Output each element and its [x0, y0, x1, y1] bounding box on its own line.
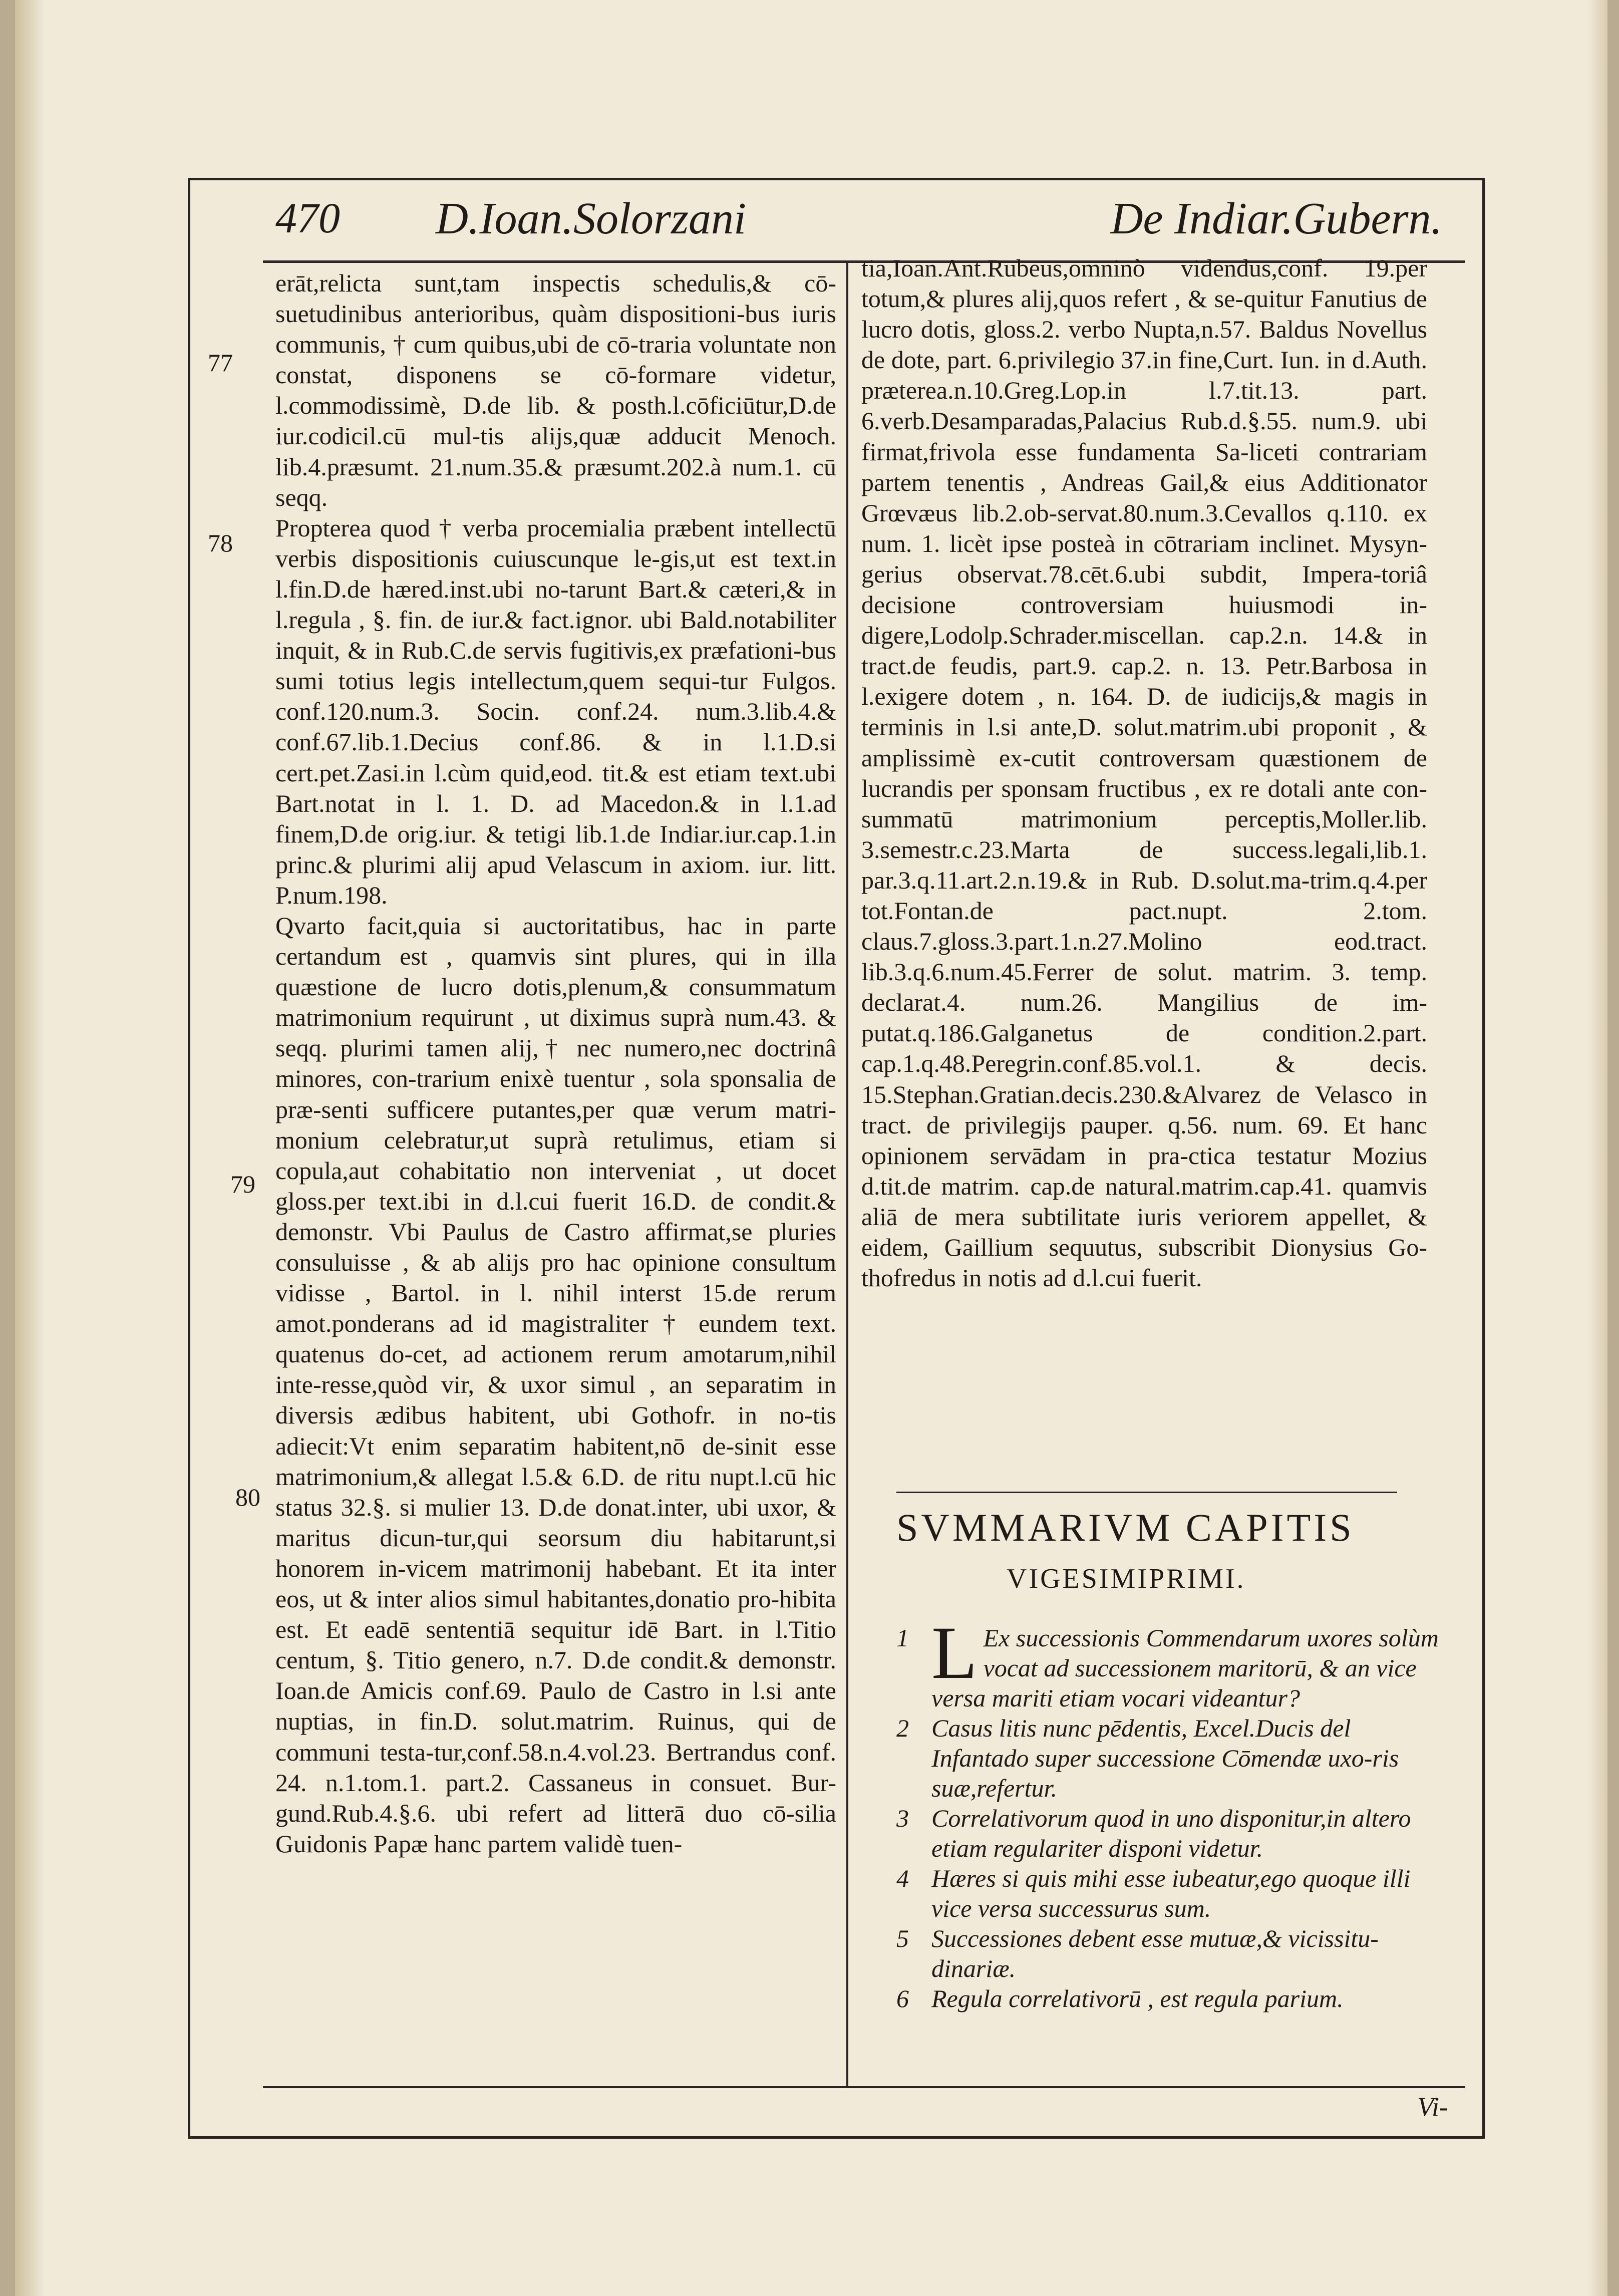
running-title: De Indiar.Gubern.	[1110, 194, 1442, 243]
summary-item-text: Casus litis nunc pēdentis, Excel.Ducis del Infantado super successione Cōmendæ uxo-ris suæ,refertur.	[931, 1714, 1399, 1802]
paragraph: tia,Ioan.Ant.Rubeus,omninò videndus,conf. 19.per totum,& plures alij,quos refert , & se-quitur Fanutius de lucro dotis, gloss.2. verbo Nupta,n.57. Baldus Novellus de dote, part. 6.privilegio 37.in fine,Curt. Iun. in d.Auth. præterea.n.10.Greg.Lop.in l.7.tit.13. part. 6.verb.Desamparadas,Palacius Rub.d.§.55. num.9. ubi firmat,frivola esse fundamenta Sa-liceti contrariam partem tenentis , Andreas Gail,& eius Additionator Grœvæus lib.2.ob-servat.80.num.3.Cevallos q.110. ex num. 1. licèt ipse posteà in cōtrariam inclinet. Mysyn-gerius observat.78.cēt.6.ubi subdit, Impera-toriâ decisione controversiam huiusmodi in-digere,Lodolp.Schrader.miscellan. cap.2.n. 14.& in tract.de feudis, part.9. cap.2. n. 13. Petr.Barbosa in l.exigere dotem , n. 164. D. de iudicijs,& magis in terminis in l.si ante,D. solut.matrim.ubi proponit , & amplissimè ex-cutit controversam quæstionem de lucrandis per sponsam fructibus , ex re dotali ante con-summatū matrimonium perceptis,Moller.lib. 3.semestr.c.23.Marta de success.legali,lib.1. par.3.q.11.art.2.n.19.& in Rub. D.solut.ma-trim.q.4.per tot.Fontan.de pact.nupt. 2.tom. claus.7.gloss.3.part.1.n.27.Molino eod.tract. lib.3.q.6.num.45.Ferrer de solut. matrim. 3. temp. declarat.4. num.26. Mangilius de im-putat.q.186.Galganetus de condition.2.part. cap.1.q.48.Peregrin.conf.85.vol.1. & decis. 15.Stephan.Gratian.decis.230.&Alvarez de Velasco in tract. de privilegijs pauper. q.56. num. 69. Et hanc opinionem servādam in pra-ctica testatur Mozius d.tit.de matrim. cap.de natural.matrim.cap.41. quamvis aliā de mera subtilitate iuris veriorem appellet, & eidem, Gaillium sequutus, subscribit Dionysius Go-thofredus in notis ad d.l.cui fuerit.	[861, 254, 1427, 1292]
paragraph: Qvarto facit,quia si auctoritatibus, hac in parte certandum est , quamvis sint plures, qui in illa quæstione de lucro dotis,plenum,& consummatum matrimonium requirunt , ut diximus suprà num.43. & seqq. plurimi tamen alij,† nec numero,nec doctrinâ minores, con-trarium enixè tuentur , sola sponsalia de præ-senti sufficere putantes,per quæ verum matri-monium celebratur,ut suprà retulimus, etiam si copula,aut cohabitatio non interveniat , ut docet gloss.per text.ibi in d.l.cui fuerit 16.D. de condit.& demonstr. Vbi Paulus de Castro affirmat,se pluries consuluisse , & ab alijs pro hac opinione consultum vidisse , Bartol. in l. nihil interst 15.de rerum amot.ponderans ad id magistraliter † eundem text. quatenus do-cet, ad actionem rerum amotarum,nihil inte-resse,quòd vir, & uxor simul , an separatim in diversis ædibus habitent, ubi Gothofr. in no-tis adiecit:Vt enim separatim habitent,nō de-sinit esse matrimonium,& allegat l.5.& 6.D. de ritu nupt.l.cū hic status 32.§. si mulier 13. D.de donat.inter, ubi uxor, & maritus dicun-tur,qui seorsum diu habitarunt,si honorem in-vicem matrimonij habebant. Et ita inter eos, ut & inter alios simul habitantes,donatio pro-hibita est. Et eadē sententiā sequitur idē Bart. in l.Titio centum, §. Titio genero, n.7. D.de condit.& demonstr. Ioan.de Amicis conf.69. Paulo de Castro in l.si ante nuptias, in fin.D. solut.matrim. Ruinus, qui de communi testa-tur,conf.58.n.4.vol.23. Bertrandus conf. 24. n.1.tom.1. part.2. Cassaneus in consuet. Bur-gund.Rub.4.§.6. ubi refert ad litterā duo cō-silia Guidonis Papæ hanc partem validè tuen-	[275, 911, 836, 1858]
running-header	[275, 193, 1442, 263]
catchword: Vi-	[1417, 2092, 1448, 2122]
summary-item-text	[931, 1611, 1452, 1713]
summary-item-text: Hæres si quis mihi esse iubeatur,ego quoque illi vice versa successurus sum.	[931, 1864, 1411, 1922]
summary-subtitle: VIGESIMIPRIMI.	[1007, 1563, 1246, 1594]
summary-item-number: 6	[896, 1984, 909, 2013]
summary-item-text: Regula correlativorū , est regula parium.	[931, 1984, 1344, 2013]
summary-item-number: 4	[896, 1864, 909, 1892]
margin-number: 79	[230, 1170, 255, 1198]
left-column	[275, 268, 836, 1859]
margin-number: 78	[208, 529, 233, 557]
margin-number: 77	[208, 349, 233, 377]
paragraph: Propterea quod † verba procemialia præbent intellectū verbis dispositionis cuiuscunque le-gis,ut est text.in l.fin.D.de hæred.inst.ubi no-tarunt Bart.& cæteri,& in l.regula , §. fin. de iur.& fact.ignor. ubi Bald.notabiliter inquit, & in Rub.C.de servis fugitivis,ex præfationi-bus sumi totius legis intellectum,quem sequi-tur Fulgos. conf.120.num.3. Socin. conf.24. num.3.lib.4.& conf.67.lib.1.Decius conf.86. & in l.1.D.si cert.pet.Zasi.in l.cùm quid,eod. tit.& est etiam text.ubi Bart.notat in l. 1. D. ad Macedon.& in l.1.ad finem,D.de orig.iur. & tetigi lib.1.de Indiar.iur.cap.1.in princ.& plurimi alij apud Velascum in axiom. iur. litt. P.num.198.	[275, 513, 836, 909]
margin-number: 80	[235, 1483, 260, 1511]
page-number: 470	[275, 194, 340, 242]
bottom-rule	[263, 2086, 1465, 2088]
summary-item	[896, 1611, 1452, 1713]
summary-item-number: 3	[896, 1804, 909, 1832]
drop-cap: L	[931, 1611, 978, 1694]
paragraph: erāt,relicta sunt,tam inspectis schedulis,& cō-suetudinibus anterioribus, quàm dispositioni-bus iuris communis, † cum quibus,ubi de cō-traria voluntate non constat, disponens se cō-formare videtur, l.commodissimè, D.de lib. & posth.l.cōficiūtur,D.de iur.codicil.cū mul-tis alijs,quæ adducit Menoch. lib.4.præsumt. 21.num.35.& præsumt.202.à num.1. cū seqq.	[275, 269, 836, 511]
summary-item	[896, 1803, 1452, 1863]
summary-item	[896, 1923, 1452, 1983]
running-author: D.Ioan.Solorzani	[436, 194, 747, 243]
summary-list	[896, 1611, 1452, 2014]
summary-item	[896, 1983, 1452, 2014]
right-column	[861, 253, 1427, 1293]
summary-item-text: Correlativorum quod in uno disponitur,in altero etiam regulariter disponi videtur.	[931, 1804, 1411, 1862]
summary-item-number: 5	[896, 1924, 909, 1952]
summary-item	[896, 1863, 1452, 1923]
summary-item-number: 2	[896, 1714, 909, 1742]
summary-title: SVMMARIVM CAPITIS	[896, 1506, 1355, 1549]
summary-item-number: 1	[896, 1624, 909, 1652]
summary-item-text: Successiones debent esse mutuæ,& vicissitu-dinariæ.	[931, 1924, 1379, 1982]
summary-item	[896, 1713, 1452, 1803]
summary-item-body: Ex successionis Commendarum uxores solùm vocat ad successionem maritorū, & an vice versa mariti etiam vocari videantur?	[931, 1624, 1439, 1712]
column-divider	[846, 263, 848, 2086]
book-page	[15, 0, 1607, 2296]
summary-rule	[896, 1492, 1397, 1493]
